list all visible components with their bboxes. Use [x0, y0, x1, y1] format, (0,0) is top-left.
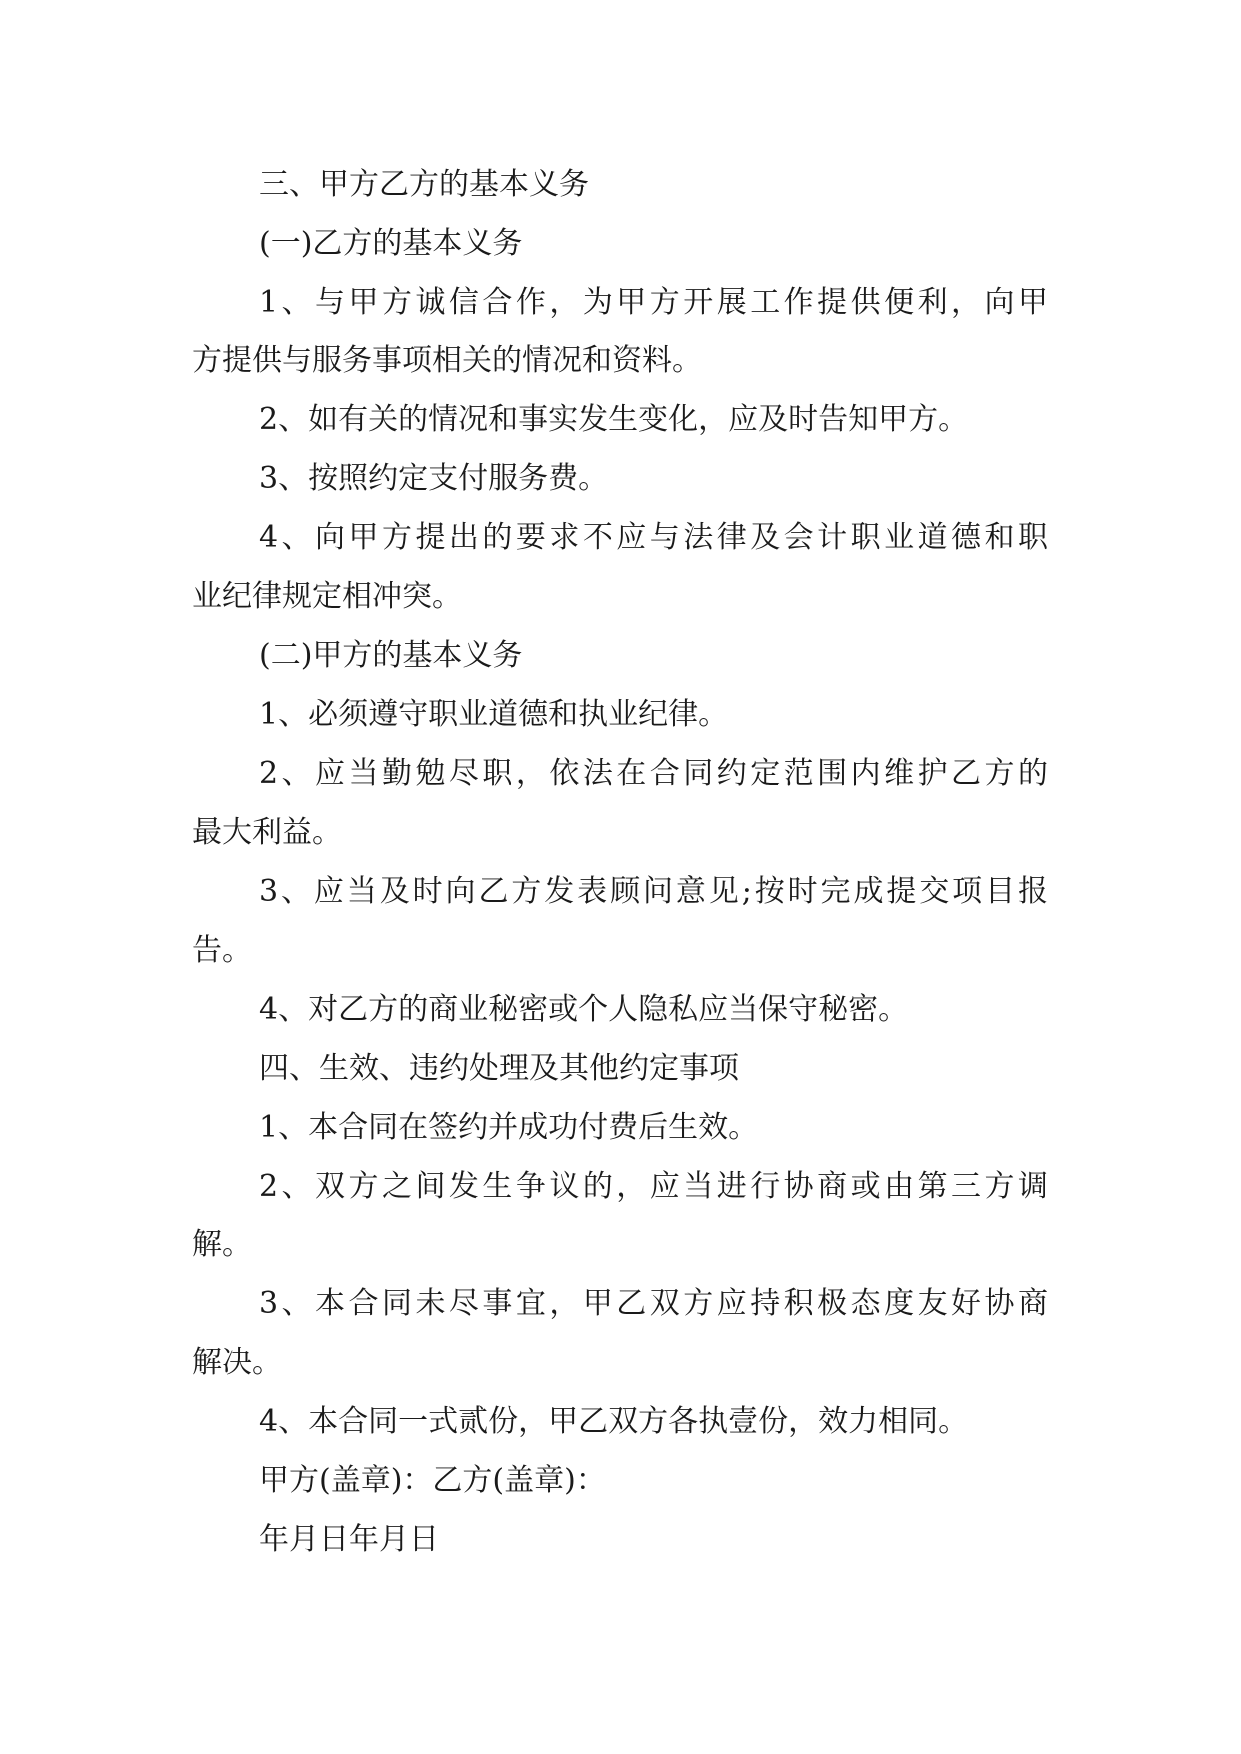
clause-b4-line1: 4、向甲方提出的要求不应与法律及会计职业道德和职 [259, 520, 1048, 555]
clause-a2-line1: 2、应当勤勉尽职，依法在合同约定范围内维护乙方的 [259, 756, 1048, 791]
clause-b3: 3、按照约定支付服务费。 [259, 461, 609, 496]
clause-e2-line1: 2、双方之间发生争议的，应当进行协商或由第三方调 [259, 1169, 1048, 1204]
clause-e1: 1、本合同在签约并成功付费后生效。 [259, 1110, 759, 1145]
section-heading-obligations: 三、甲方乙方的基本义务 [259, 167, 589, 202]
clause-a3-line2: 告。 [192, 933, 252, 968]
clause-e3-line2: 解决。 [192, 1345, 282, 1380]
clause-b1-line1: 1、与甲方诚信合作，为甲方开展工作提供便利，向甲 [259, 285, 1048, 320]
subsection-heading-party-b: (一)乙方的基本义务 [259, 226, 523, 261]
clause-b1-line2: 方提供与服务事项相关的情况和资料。 [192, 343, 702, 378]
clause-a4: 4、对乙方的商业秘密或个人隐私应当保守秘密。 [259, 992, 909, 1027]
clause-e2-line2: 解。 [192, 1227, 252, 1262]
clause-a2-line2: 最大利益。 [192, 815, 342, 850]
clause-e4: 4、本合同一式贰份，甲乙双方各执壹份，效力相同。 [259, 1404, 969, 1439]
date-line: 年月日年月日 [259, 1522, 439, 1557]
clause-b2: 2、如有关的情况和事实发生变化，应及时告知甲方。 [259, 402, 969, 437]
clause-e3-line1: 3、本合同未尽事宜，甲乙双方应持积极态度友好协商 [259, 1286, 1048, 1321]
subsection-heading-party-a: (二)甲方的基本义务 [259, 638, 523, 673]
clause-a1: 1、必须遵守职业道德和执业纪律。 [259, 697, 729, 732]
section-heading-effect: 四、生效、违约处理及其他约定事项 [259, 1051, 739, 1086]
clause-b4-line2: 业纪律规定相冲突。 [192, 579, 462, 614]
signature-line: 甲方(盖章)：乙方(盖章)： [259, 1463, 606, 1498]
clause-a3-line1: 3、应当及时向乙方发表顾问意见;按时完成提交项目报 [259, 874, 1048, 909]
